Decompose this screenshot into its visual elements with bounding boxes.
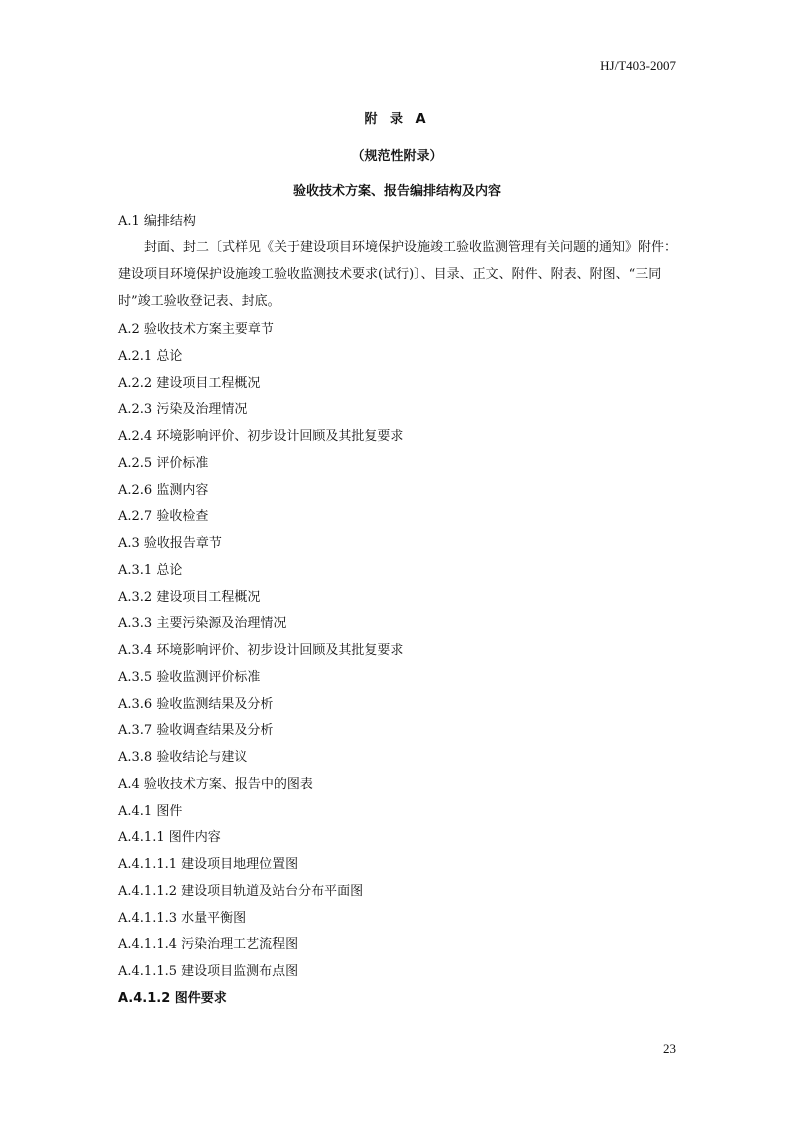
section-item: A.3.3 主要污染源及治理情况 — [118, 616, 287, 632]
section-item: A.4.1.1.4 污染治理工艺流程图 — [118, 937, 299, 953]
section-a1: A.1 编排结构 — [118, 214, 196, 229]
section-item: A.3.6 验收监测结果及分析 — [118, 696, 274, 712]
section-item: A.3.5 验收监测评价标准 — [118, 669, 261, 685]
section-item: A.3.4 环境影响评价、初步设计回顾及其批复要求 — [118, 643, 404, 658]
section-item: A.2.1 总论 — [118, 348, 183, 364]
appendix-type: （规范性附录） — [351, 149, 443, 164]
section-item: A.2 验收技术方案主要章节 — [118, 322, 274, 337]
section-item: A.4.1.1 图件内容 — [118, 830, 221, 846]
section-item: A.2.3 污染及治理情况 — [118, 402, 248, 418]
section-item: A.2.7 验收检查 — [118, 509, 209, 525]
page-number: 23 — [663, 1041, 676, 1056]
section-item: A.4.1.1.3 水量平衡图 — [118, 910, 247, 926]
section-item: A.4 验收技术方案、报告中的图表 — [118, 776, 313, 792]
standard-code: HJ/T403-2007 — [600, 58, 676, 73]
paragraph-text: 封面、封二〔式样见《关于建设项目环境保护设施竣工验收监测管理有关问题的通知》附件：建设项目环境保护设施竣工验收监测技术要求(试行)〕、目录、正文、附件、附表、附图、“三同时”竣工验收登记表、封底。 — [118, 240, 678, 309]
section-item: A.4.1 图件 — [118, 803, 183, 819]
section-item: A.2.5 评价标准 — [118, 455, 209, 471]
appendix-heading: 验收技术方案、报告编排结构及内容 — [292, 184, 501, 199]
section-item: A.4.1.1.1 建设项目地理位置图 — [118, 857, 299, 872]
section-item: A.4.1.1.2 建设项目轨道及站台分布平面图 — [118, 883, 364, 899]
section-item: A.3.2 建设项目工程概况 — [118, 589, 261, 605]
section-item: A.2.4 环境影响评价、初步设计回顾及其批复要求 — [118, 429, 404, 444]
section-item: A.4.1.2 图件要求 — [118, 990, 227, 1006]
section-a1-paragraph — [118, 234, 678, 315]
section-item: A.2.6 监测内容 — [118, 482, 209, 498]
section-item: A.2.2 建设项目工程概况 — [118, 375, 261, 391]
appendix-title: 附 录 A — [364, 112, 430, 127]
section-item: A.3.7 验收调查结果及分析 — [118, 723, 274, 739]
section-item: A.4.1.1.5 建设项目监测布点图 — [118, 964, 299, 979]
section-item: A.3.1 总论 — [118, 562, 183, 578]
section-item: A.3.8 验收结论与建议 — [118, 750, 248, 765]
section-item: A.3 验收报告章节 — [118, 536, 222, 551]
